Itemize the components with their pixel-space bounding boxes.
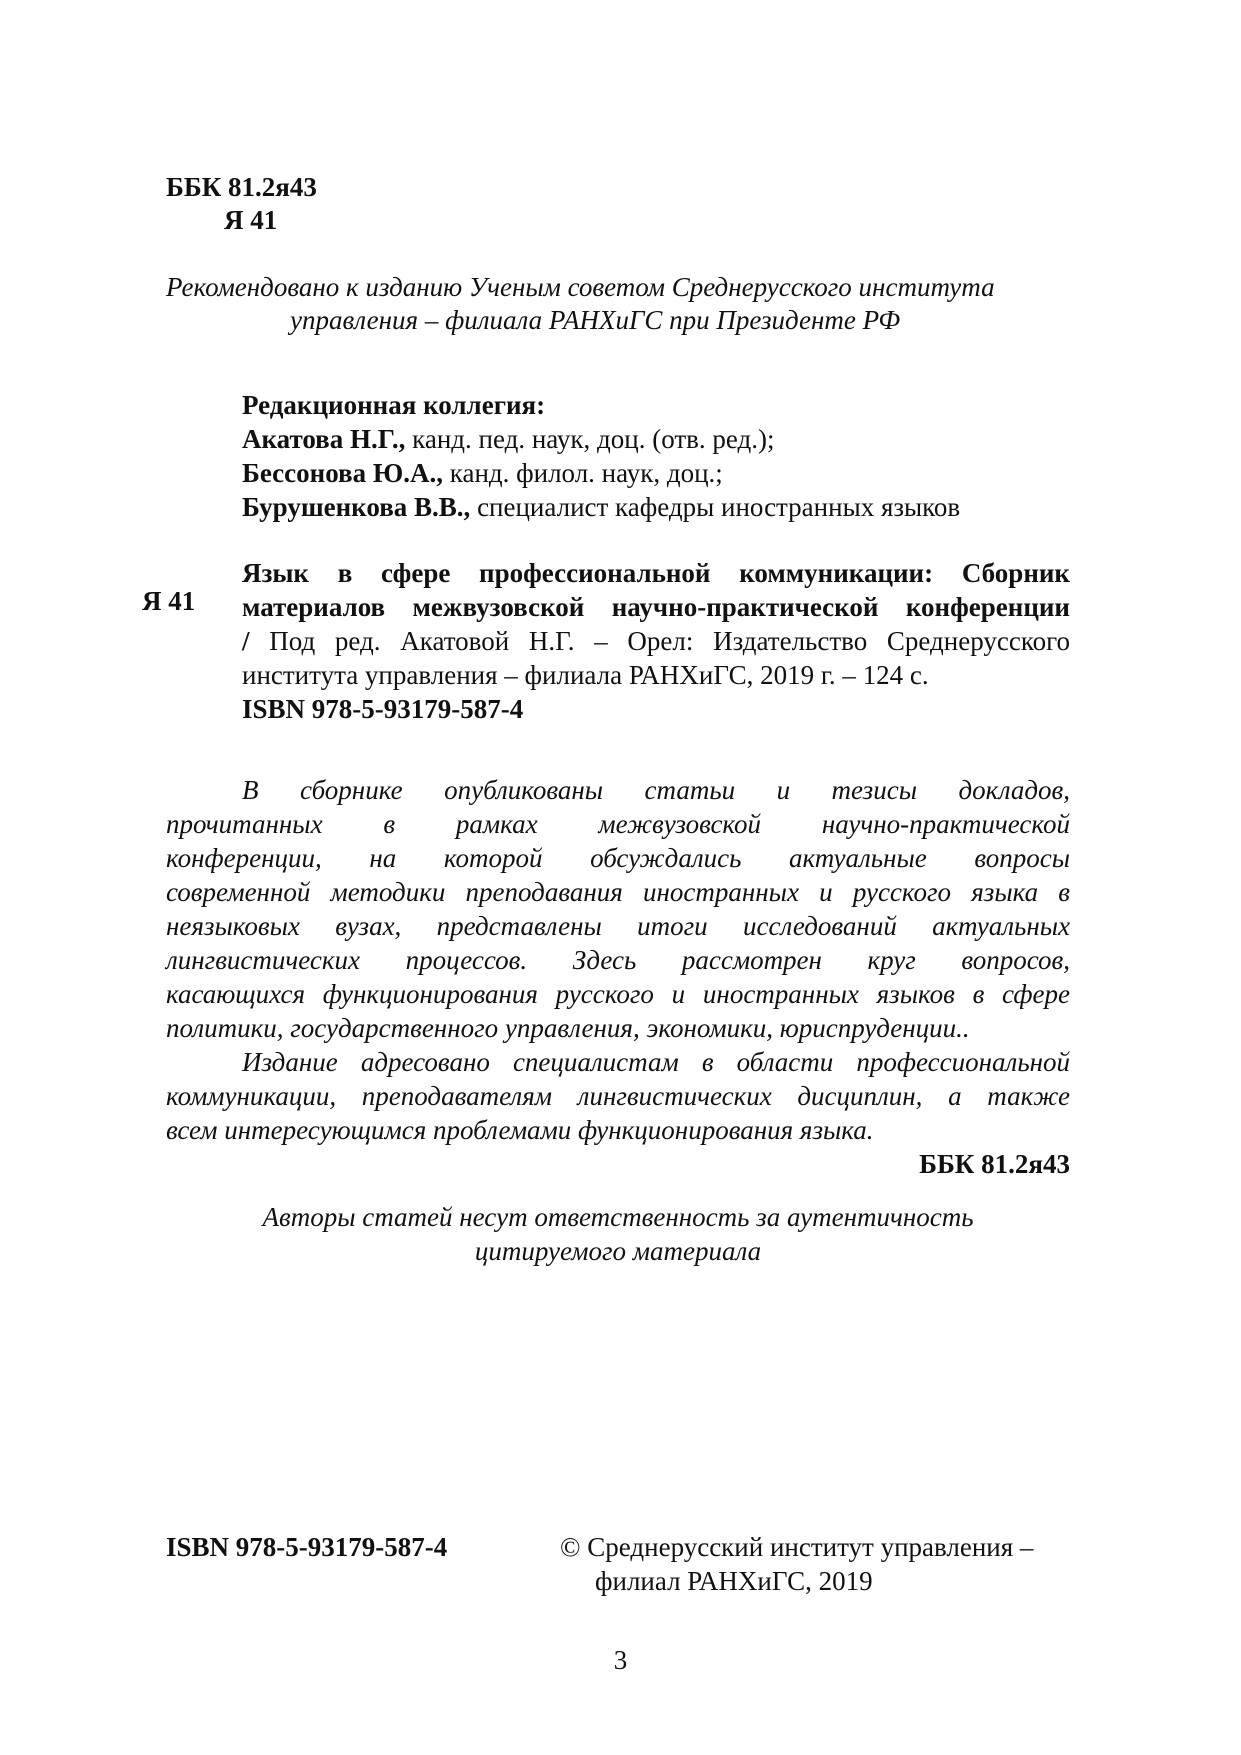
- board-member: [242, 490, 960, 524]
- catalog-publisher: Под ред. Акатовой Н.Г. – Орел: Издательство Среднерусского: [249, 626, 1070, 656]
- page-number: 3: [613, 1645, 628, 1675]
- member-name: Бессонова Ю.А.,: [242, 458, 443, 488]
- disclaimer-line-1: Авторы статей несут ответственность за аутентичность: [262, 1202, 974, 1232]
- abstract-line: касающихся функционирования русского и иностранных языков в сфере: [166, 979, 1070, 1009]
- abstract-line: коммуникации, преподавателям лингвистических дисциплин, а также: [166, 1081, 1070, 1111]
- catalog-code: Я 41: [142, 586, 196, 616]
- catalog-isbn: ISBN 978-5-93179-587-4: [242, 694, 524, 724]
- abstract-line: неязыковых вузах, представлены итоги исследований актуальных: [166, 911, 1070, 941]
- board-title: Редакционная коллегия:: [242, 390, 546, 420]
- catalog-line-4: института управления – филиала РАНХиГС, 2019 г. – 124 с.: [242, 660, 929, 690]
- abstract-line: прочитанных в рамках межвузовской научно-практической: [166, 809, 1070, 839]
- board-member: [242, 422, 775, 456]
- abstract-bbk: ББК 81.2я43: [919, 1149, 1070, 1179]
- recommendation-line-1: Рекомендовано к изданию Ученым советом Среднерусского института: [166, 272, 995, 302]
- abstract-line: всем интересующимся проблемами функционирования языка.: [166, 1115, 874, 1145]
- abstract-line: лингвистических процессов. Здесь рассмотрен круг вопросов,: [166, 945, 1070, 975]
- abstract-line: политики, государственного управления, экономики, юриспруденции..: [166, 1013, 970, 1043]
- bbk-header: ББК 81.2я43: [166, 172, 317, 202]
- abstract-line: современной методики преподавания иностранных и русского языка в: [166, 877, 1070, 907]
- member-name: Акатова Н.Г.,: [242, 424, 406, 454]
- copyright-line-1: © Среднерусский институт управления –: [560, 1532, 1034, 1562]
- catalog-line-3: [242, 624, 1070, 658]
- abstract-line: Издание адресовано специалистам в области профессиональной: [242, 1047, 1070, 1077]
- recommendation-line-2: управления – филиала РАНХиГС при Президенте РФ: [290, 305, 901, 335]
- catalog-title-line-2: материалов межвузовской научно-практической конференции: [242, 592, 1070, 622]
- slash: /: [242, 626, 250, 656]
- footer-isbn: ISBN 978-5-93179-587-4: [166, 1532, 448, 1562]
- catalog-code-header: Я 41: [224, 205, 278, 235]
- member-role: специалист кафедры иностранных языков: [470, 492, 961, 522]
- member-role: канд. пед. наук, доц. (отв. ред.);: [405, 424, 775, 454]
- board-member: [242, 456, 723, 490]
- disclaimer-line-2: цитируемого материала: [474, 1236, 762, 1266]
- catalog-title-line-1: Язык в сфере профессиональной коммуникации: Сборник: [242, 558, 1070, 588]
- member-name: Бурушенкова В.В.,: [242, 492, 471, 522]
- copyright-line-2: филиал РАНХиГС, 2019: [595, 1566, 873, 1596]
- member-role: канд. филол. наук, доц.;: [443, 458, 723, 488]
- abstract-line: В сборнике опубликованы статьи и тезисы докладов,: [242, 775, 1070, 805]
- abstract-line: конференции, на которой обсуждались актуальные вопросы: [166, 843, 1070, 873]
